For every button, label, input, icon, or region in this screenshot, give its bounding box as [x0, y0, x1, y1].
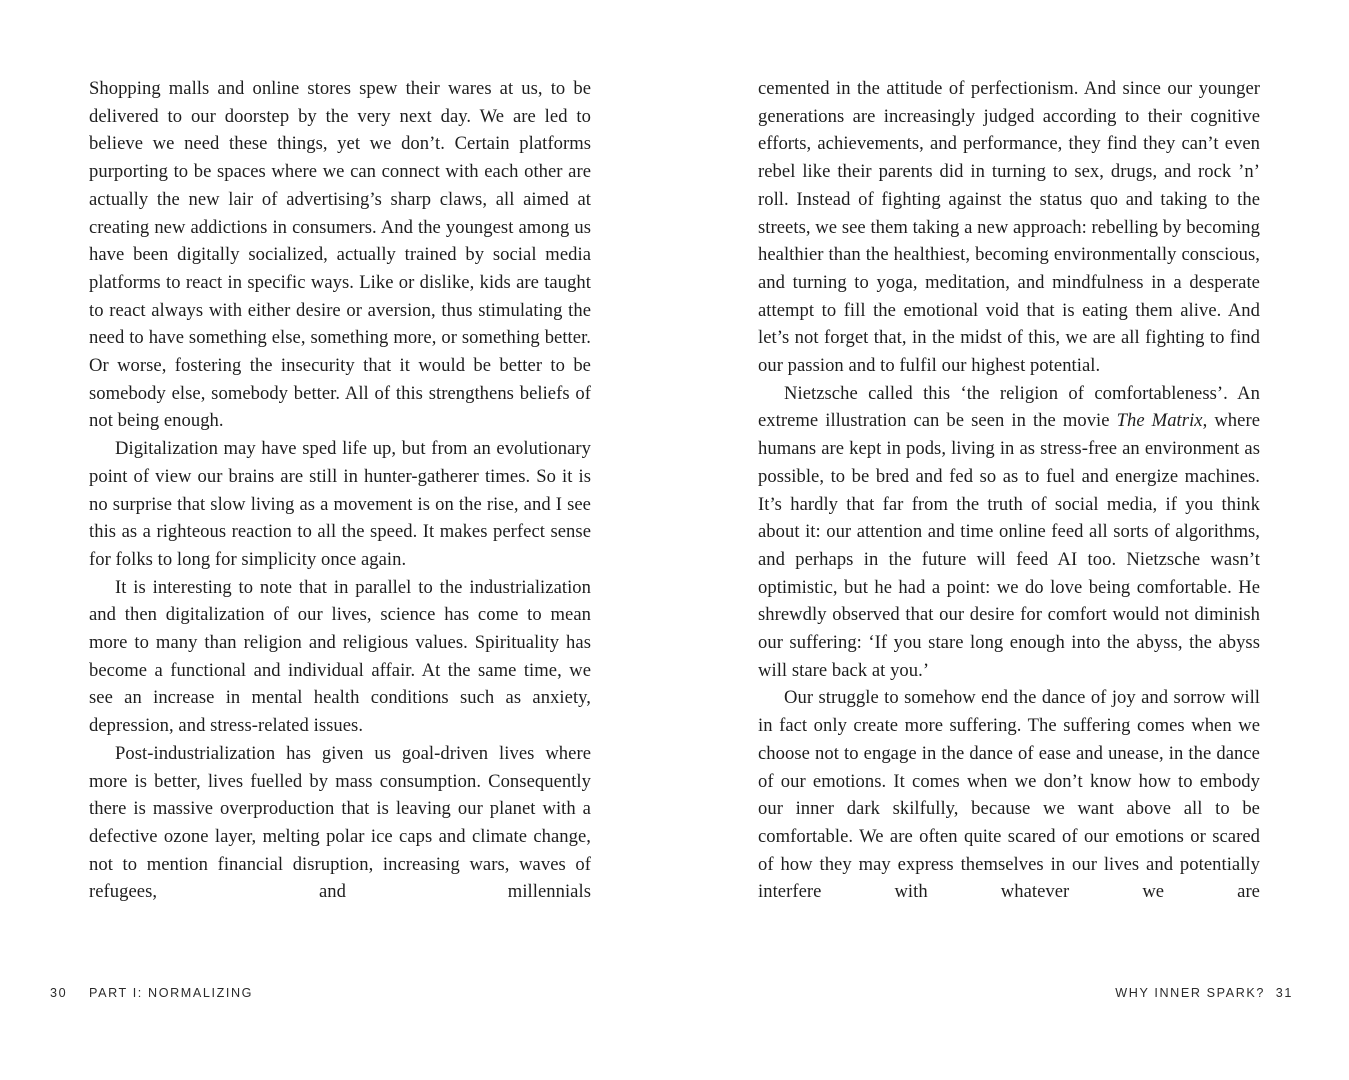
- paragraph-text: Nietzsche called this ‘the religion of comfortableness’. An extreme illustration can be seen in the movie: [758, 382, 1260, 432]
- running-head: PART I: NORMALIZING: [89, 986, 254, 1000]
- paragraph: It is interesting to note that in parallel to the industrialization and then digitalization of our lives, science has come to mean more to many than religion and religious values. Spirituality has become a functional and individual affair. At the same time, we see an increase in mental health conditions such as anxiety, depression, and stress-related issues.: [89, 576, 591, 737]
- paragraph: Post-industrialization has given us goal-driven lives where more is better, lives fuelled by mass consumption. Consequently there is massive overproduction that is leaving our planet with a defective ozone layer, melting polar ice caps and climate change, not to mention financial disruption, increasing wars, waves of refugees, and millennials: [89, 742, 591, 903]
- page-number: 30: [50, 986, 68, 1000]
- running-head: WHY INNER SPARK?: [1115, 986, 1265, 1000]
- right-page: [674, 0, 1349, 1080]
- paragraph: Digitalization may have sped life up, but from an evolutionary point of view our brains are still in hunter-gatherer times. So it is no surprise that slow living as a movement is on the rise, and I see this as a righteous reaction to all the speed. It makes perfect sense for folks to long for simplicity once again.: [89, 438, 591, 570]
- paragraph: cemented in the attitude of perfectionism. And since our younger generations are increasingly judged according to their cognitive efforts, achievements, and performance, they find they can’t even rebel like their parents did in turning to sex, drugs, and rock ’n’ roll. Instead of fighting against the status quo and taking to the streets, we see them taking a new approach: rebelling by becoming healthier than the healthiest, becoming environmentally conscious, and turning to yoga, meditation, and mindfulness in a desperate attempt to fill the emotional void that is eating them alive. And let’s not forget that, in the midst of this, we are all fighting to find our passion and to fulfil our highest potential.: [758, 78, 1260, 377]
- right-page-body-text: [758, 75, 1260, 906]
- paragraph: Shopping malls and online stores spew their wares at us, to be delivered to our doorstep by the very next day. We are led to believe we need these things, yet we don’t. Certain platforms purporting to be spaces where we can connect with each other are actually the new lair of advertising’s sharp claws, all aimed at creating new addictions in consumers. And the youngest among us have been digitally socialized, actually trained by social media platforms to react in specific ways. Like or dislike, kids are taught to react always with either desire or aversion, thus stimulating the need to have something else, something more, or something better. Or worse, fostering the insecurity that it would be better to be somebody else, somebody better. All of this strengthens beliefs of not being enough.: [89, 78, 591, 432]
- paragraph: [758, 380, 1260, 685]
- paragraph-text: , where humans are kept in pods, living in as stress-free an environment as possible, to be bred and fed so as to fuel and energize machines. It’s hardly that far from the truth of social media, if you think about it: our attention and time online feed all sorts of algorithms, and perhaps in the future will feed AI too. Nietzsche wasn’t optimistic, but he had a point: we do love being comfortable. He shrewdly observed that our desire for comfort would not diminish our suffering: ‘If you stare long enough into the abyss, the abyss will stare back at you.’: [758, 410, 1260, 681]
- paragraph: Our struggle to somehow end the dance of joy and sorrow will in fact only create more suffering. The suffering comes when we choose not to engage in the dance of ease and unease, in the dance of our emotions. It comes when we don’t know how to embody our inner dark skilfully, because we want above all to be comfortable. We are often quite scared of our emotions or scared of how they may express themselves in our lives and potentially interfere with whatever we are: [758, 687, 1260, 903]
- left-page-body-text: [89, 75, 591, 906]
- movie-title: The Matrix: [1116, 410, 1203, 432]
- page-number: 31: [1275, 986, 1293, 1000]
- left-page: [0, 0, 674, 1080]
